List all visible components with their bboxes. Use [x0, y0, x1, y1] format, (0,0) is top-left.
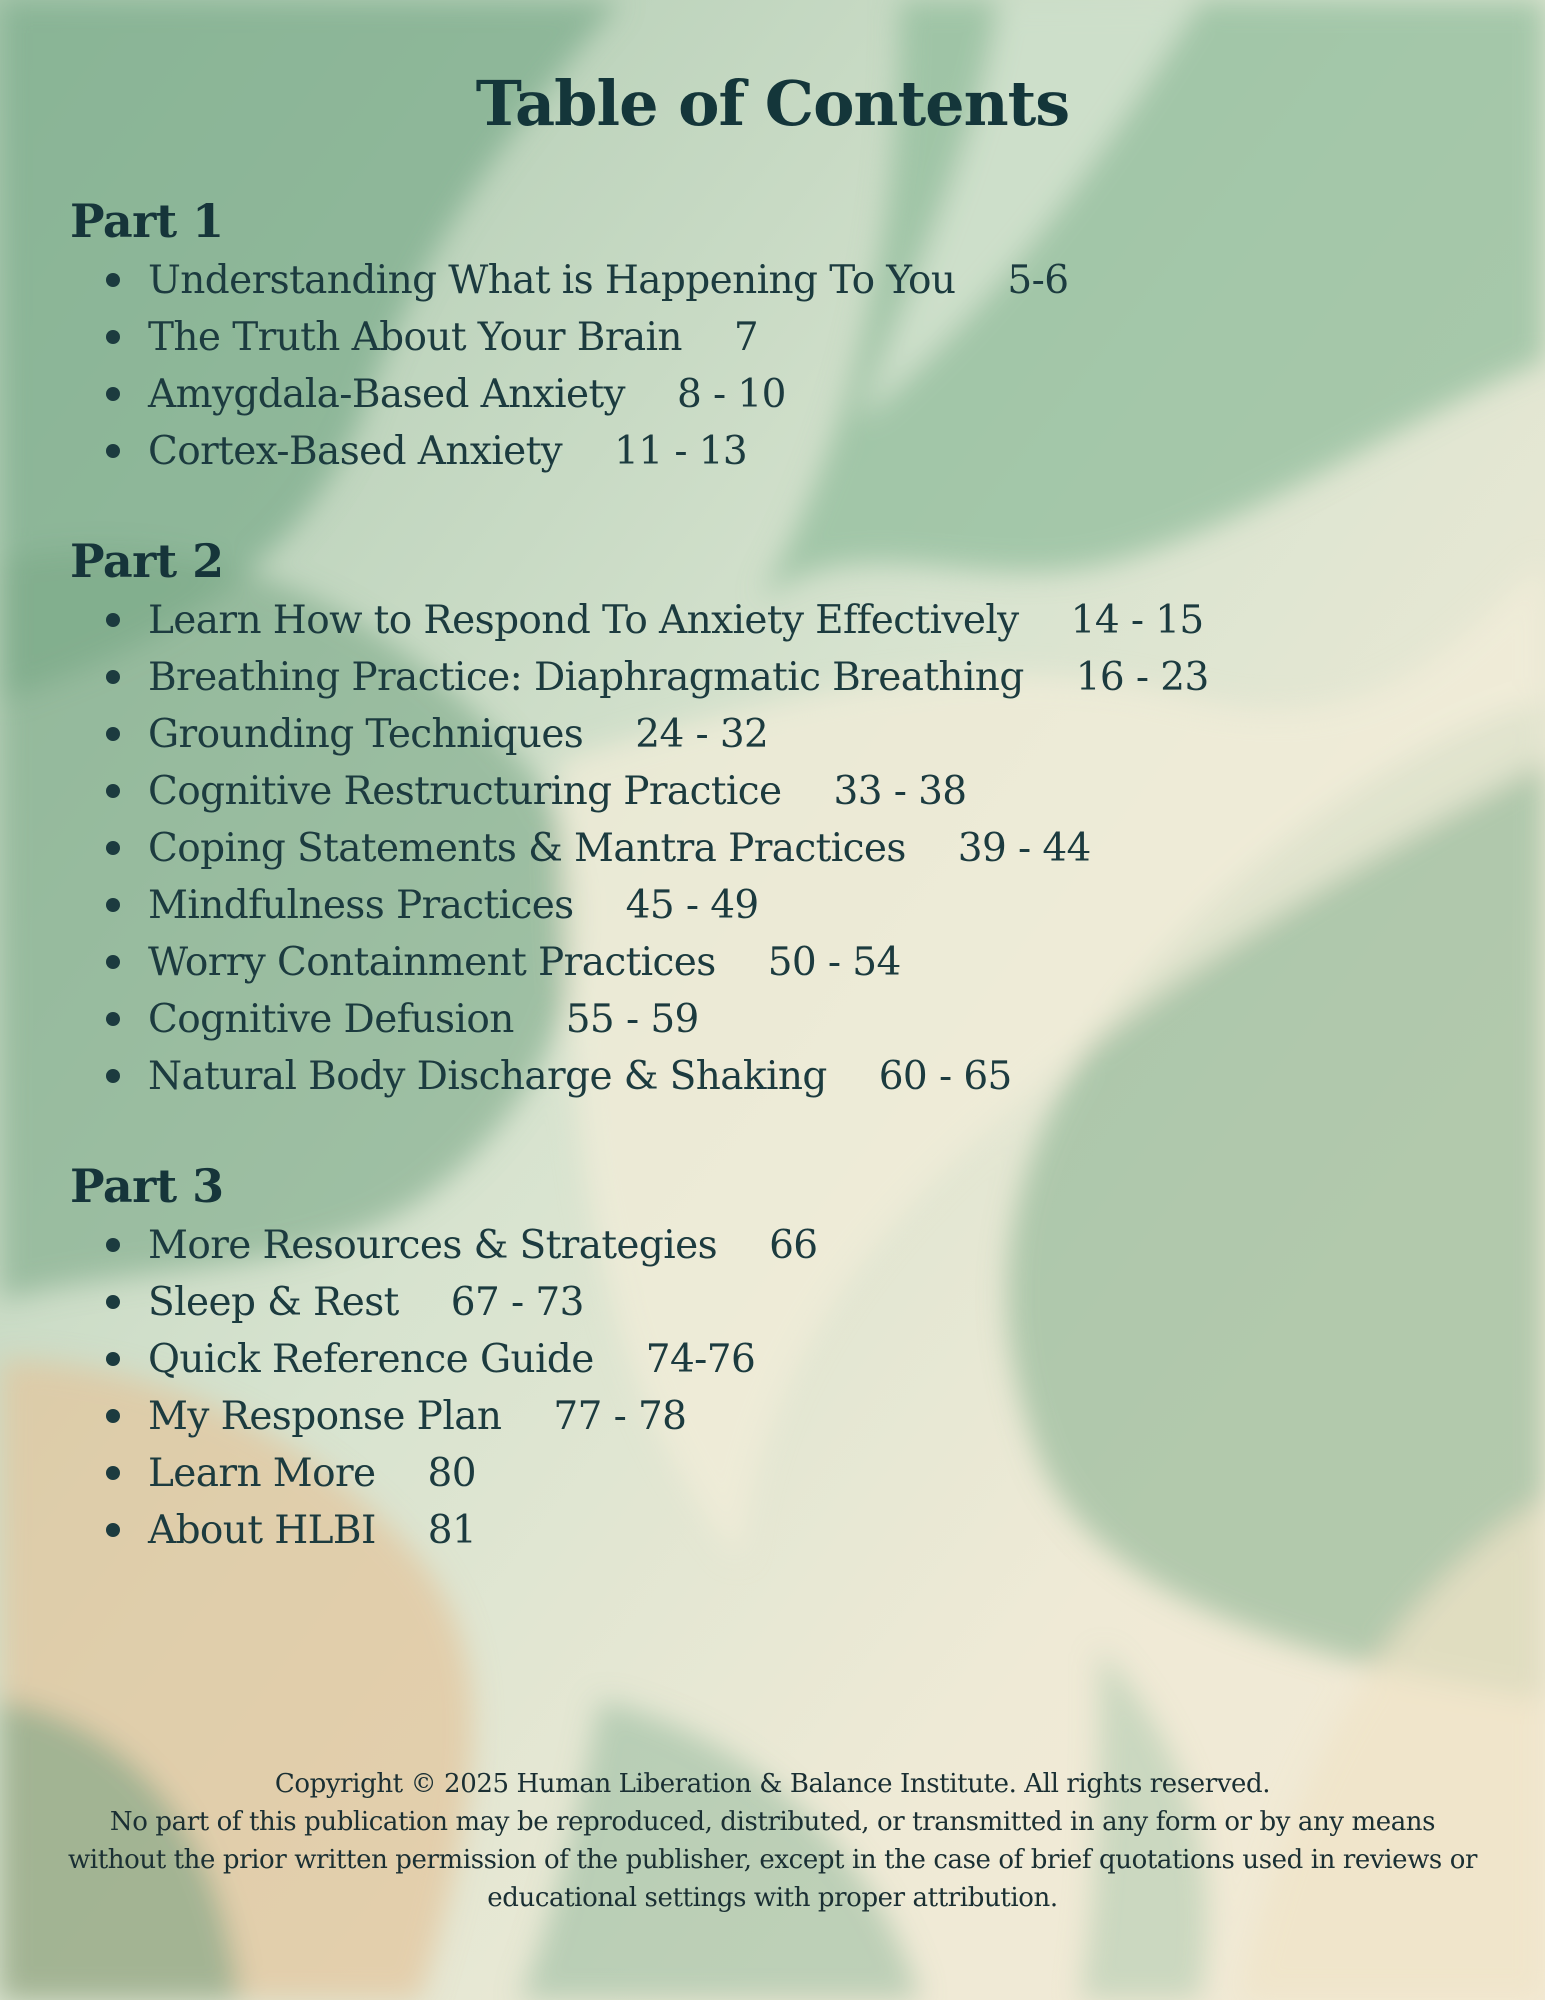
part-2-entries: [70, 592, 1370, 1105]
entry-pages: 33 - 38: [833, 769, 967, 814]
entry-title: Sleep & Rest: [148, 1280, 399, 1325]
bullet-icon: [106, 841, 120, 855]
entry-title: Understanding What is Happening To You: [148, 258, 956, 303]
toc-entry[interactable]: [148, 1502, 1370, 1559]
bullet-icon: [106, 273, 120, 287]
toc-entry[interactable]: [148, 1274, 1370, 1331]
entry-pages: 24 - 32: [635, 712, 769, 757]
part-3-section: [70, 1155, 1370, 1559]
entry-pages: 74-76: [645, 1337, 756, 1382]
toc-entry[interactable]: [148, 991, 1370, 1048]
bullet-icon: [106, 330, 120, 344]
entry-title: Amygdala-Based Anxiety: [148, 372, 625, 417]
entry-pages: 11 - 13: [614, 429, 748, 474]
part-heading: Part 3: [70, 1159, 224, 1213]
entry-pages: 81: [427, 1508, 477, 1553]
bullet-icon: [106, 1012, 120, 1026]
toc-entry[interactable]: [148, 592, 1370, 649]
bullet-icon: [106, 1409, 120, 1423]
toc-entry[interactable]: [148, 1445, 1370, 1502]
part-heading: Part 1: [70, 194, 224, 248]
entry-title: Cortex-Based Anxiety: [148, 429, 563, 474]
entry-title: Grounding Techniques: [148, 712, 584, 757]
entry-pages: 55 - 59: [565, 997, 699, 1042]
toc-entry[interactable]: [148, 1331, 1370, 1388]
bullet-icon: [106, 1238, 120, 1252]
entry-pages: 45 - 49: [625, 883, 759, 928]
entry-title: Quick Reference Guide: [148, 1337, 594, 1382]
entry-title: Coping Statements & Mantra Practices: [148, 826, 906, 871]
entry-title: Cognitive Defusion: [148, 997, 514, 1042]
entry-pages: 8 - 10: [676, 372, 786, 417]
entry-title: More Resources & Strategies: [148, 1223, 718, 1268]
entry-title: My Response Plan: [148, 1394, 502, 1439]
toc-entry[interactable]: [148, 706, 1370, 763]
entry-pages: 14 - 15: [1070, 598, 1204, 643]
toc-entry[interactable]: [148, 309, 1370, 366]
part-heading: Part 2: [70, 534, 224, 588]
bullet-icon: [106, 1295, 120, 1309]
entry-pages: 50 - 54: [767, 940, 901, 985]
entry-title: Natural Body Discharge & Shaking: [148, 1054, 827, 1099]
part-3-entries: [70, 1217, 1370, 1559]
entry-title: Cognitive Restructuring Practice: [148, 769, 782, 814]
toc-entry[interactable]: [148, 1217, 1370, 1274]
entry-pages: 80: [427, 1451, 476, 1496]
entry-title: Worry Containment Practices: [148, 940, 716, 985]
part-1-entries: [70, 252, 1370, 480]
page-title: Table of Contents: [475, 67, 1070, 140]
toc-entry[interactable]: [148, 649, 1370, 706]
toc-entry[interactable]: [148, 877, 1370, 934]
entry-pages: 16 - 23: [1075, 655, 1209, 700]
entry-title: Learn More: [148, 1451, 376, 1496]
entry-pages: 66: [769, 1223, 818, 1268]
toc-entry[interactable]: [148, 1388, 1370, 1445]
bullet-icon: [106, 955, 120, 969]
entry-pages: 77 - 78: [553, 1394, 687, 1439]
bullet-icon: [106, 613, 120, 627]
toc-entry[interactable]: [148, 1048, 1370, 1105]
bullet-icon: [106, 387, 120, 401]
entry-title: About HLBI: [148, 1508, 376, 1553]
copyright-line: Copyright © 2025 Human Liberation & Balance Institute. All rights reserved.: [274, 1769, 1271, 1799]
entry-pages: 39 - 44: [957, 826, 1091, 871]
rights-notice: No part of this publication may be reproduced, distributed, or transmitted in any form or by any means without the prior written permission of the publisher, except in the case of brief quotations used in reviews or educational settings with proper attribution.: [67, 1807, 1478, 1913]
toc-entry[interactable]: [148, 934, 1370, 991]
entry-pages: 60 - 65: [878, 1054, 1012, 1099]
part-1-section: [70, 190, 1370, 480]
toc-entry[interactable]: [148, 763, 1370, 820]
bullet-icon: [106, 1352, 120, 1366]
entry-pages: 5-6: [1007, 258, 1069, 303]
bullet-icon: [106, 784, 120, 798]
entry-title: Breathing Practice: Diaphragmatic Breathing: [148, 655, 1024, 700]
bullet-icon: [106, 727, 120, 741]
toc-entry[interactable]: [148, 252, 1370, 309]
copyright-footer: [60, 1765, 1485, 1917]
entry-pages: 7: [733, 315, 759, 360]
entry-title: Mindfulness Practices: [148, 883, 574, 928]
bullet-icon: [106, 1466, 120, 1480]
bullet-icon: [106, 670, 120, 684]
toc-entry[interactable]: [148, 423, 1370, 480]
bullet-icon: [106, 444, 120, 458]
bullet-icon: [106, 898, 120, 912]
entry-title: The Truth About Your Brain: [148, 315, 682, 360]
toc-entry[interactable]: [148, 820, 1370, 877]
toc-entry[interactable]: [148, 366, 1370, 423]
entry-pages: 67 - 73: [450, 1280, 584, 1325]
bullet-icon: [106, 1523, 120, 1537]
bullet-icon: [106, 1069, 120, 1083]
entry-title: Learn How to Respond To Anxiety Effectively: [148, 598, 1019, 643]
part-2-section: [70, 530, 1370, 1105]
